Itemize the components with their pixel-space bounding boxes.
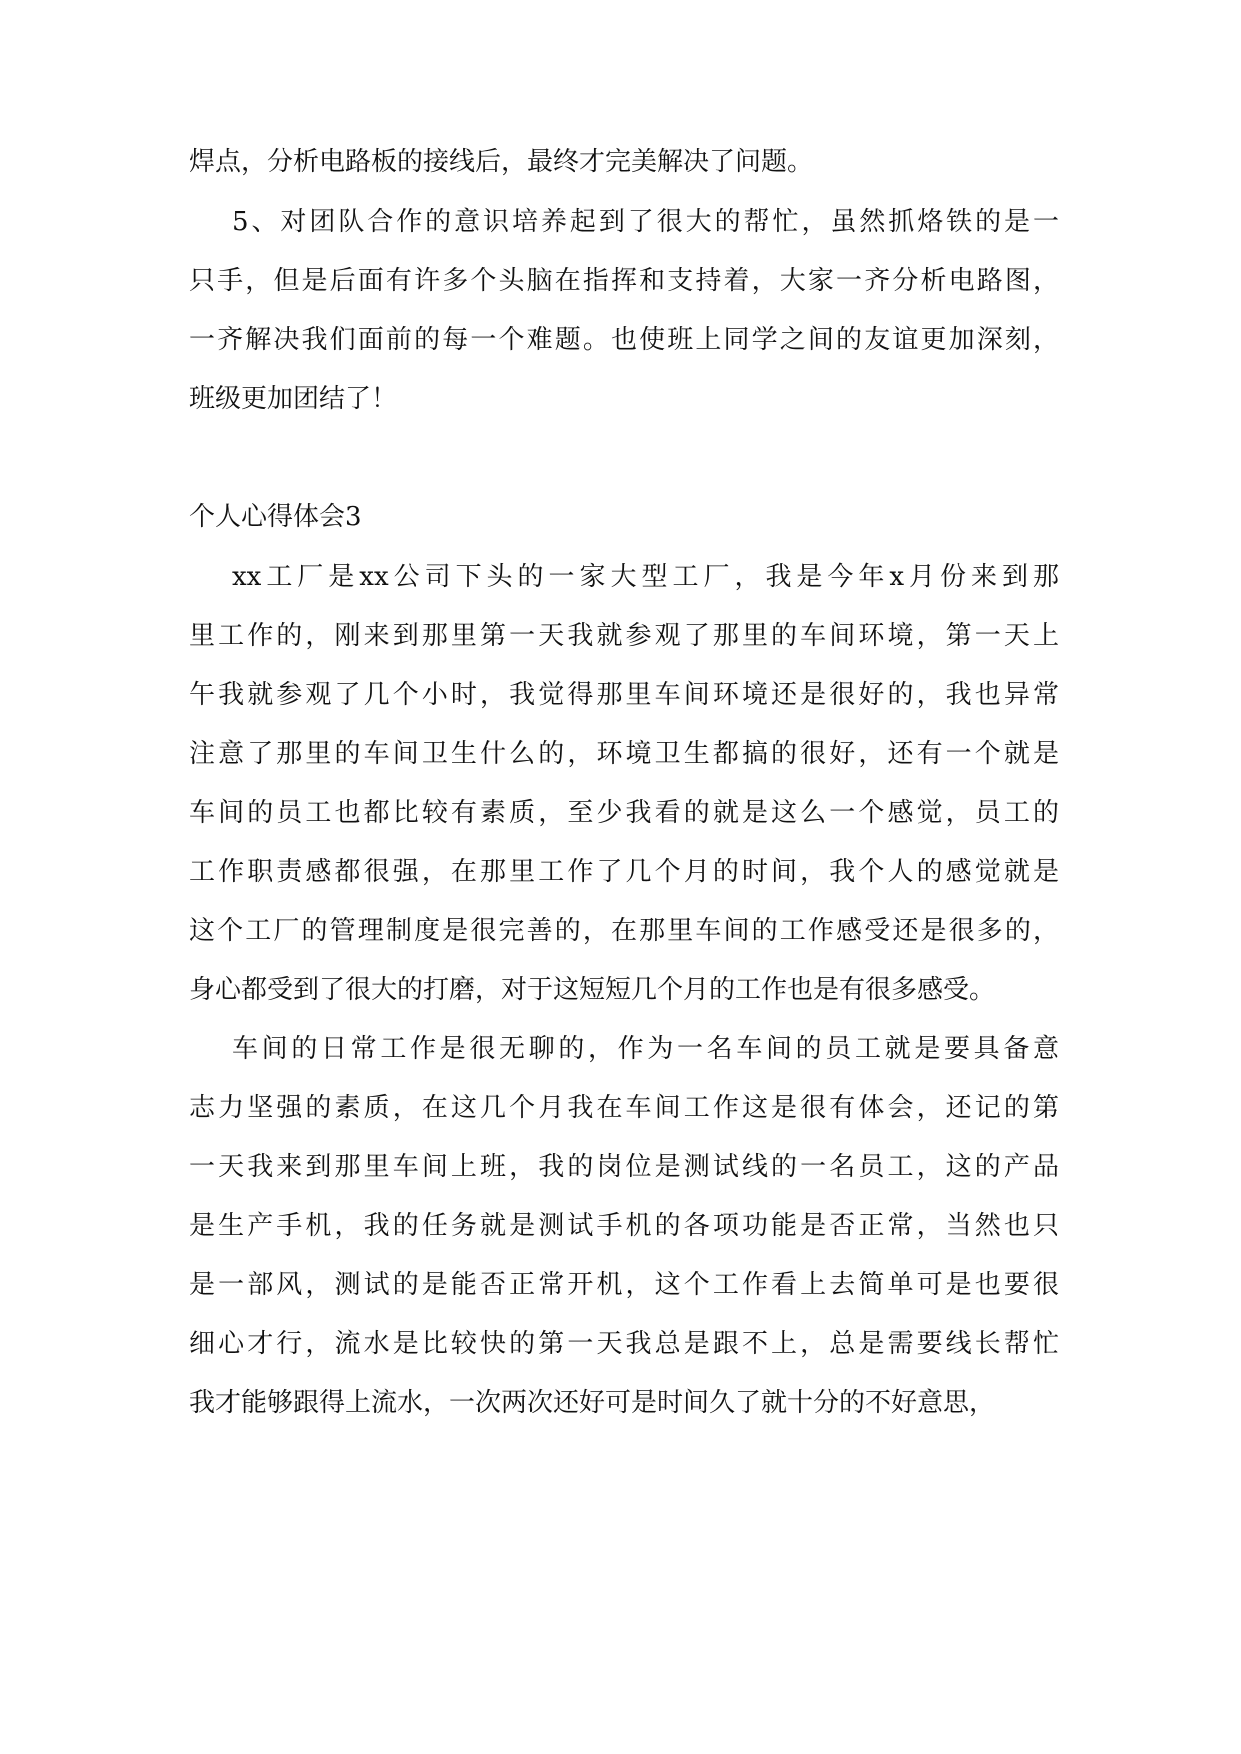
paragraph-line: 5、对团队合作的意识培养起到了很大的帮忙，虽然抓烙铁的是一 [232, 207, 1059, 237]
paragraph-line: 车间的员工也都比较有素质，至少我看的就是这么一个感觉，员工的 [189, 798, 1059, 828]
paragraph-line: 工作职责感都很强，在那里工作了几个月的时间，我个人的感觉就是 [189, 857, 1059, 887]
paragraph-line: 志力坚强的素质，在这几个月我在车间工作这是很有体会，还记的第 [189, 1093, 1059, 1123]
paragraph-line: 身心都受到了很大的打磨，对于这短短几个月的工作也是有很多感受。 [189, 975, 996, 1005]
paragraph-line: 车间的日常工作是很无聊的，作为一名车间的员工就是要具备意 [232, 1034, 1059, 1064]
paragraph-line: 焊点，分析电路板的接线后，最终才完美解决了问题。 [189, 147, 814, 177]
paragraph-line: 班级更加团结了！ [189, 384, 398, 414]
paragraph-line: 这个工厂的管理制度是很完善的，在那里车间的工作感受还是很多的， [189, 916, 1059, 946]
paragraph-line: 里工作的，刚来到那里第一天我就参观了那里的车间环境，第一天上 [189, 621, 1059, 651]
paragraph-line: 一齐解决我们面前的每一个难题。也使班上同学之间的友谊更加深刻， [189, 325, 1059, 355]
paragraph-line: 是一部风，测试的是能否正常开机，这个工作看上去简单可是也要很 [189, 1270, 1059, 1300]
paragraph-line: 一天我来到那里车间上班，我的岗位是测试线的一名员工，这的产品 [189, 1152, 1059, 1182]
paragraph-line: 是生产手机，我的任务就是测试手机的各项功能是否正常，当然也只 [189, 1211, 1059, 1241]
paragraph-line: 只手，但是后面有许多个头脑在指挥和支持着，大家一齐分析电路图， [189, 266, 1059, 296]
section-heading: 个人心得体会3 [189, 502, 362, 532]
paragraph-line: 我才能够跟得上流水，一次两次还好可是时间久了就十分的不好意思， [189, 1388, 996, 1418]
paragraph-line: 细心才行，流水是比较快的第一天我总是跟不上，总是需要线长帮忙 [189, 1329, 1059, 1359]
paragraph-line: 注意了那里的车间卫生什么的，环境卫生都搞的很好，还有一个就是 [189, 739, 1059, 769]
paragraph-line: 午我就参观了几个小时，我觉得那里车间环境还是很好的，我也异常 [189, 680, 1059, 710]
paragraph-line: xx工厂是xx公司下头的一家大型工厂，我是今年x月份来到那 [232, 562, 1059, 592]
